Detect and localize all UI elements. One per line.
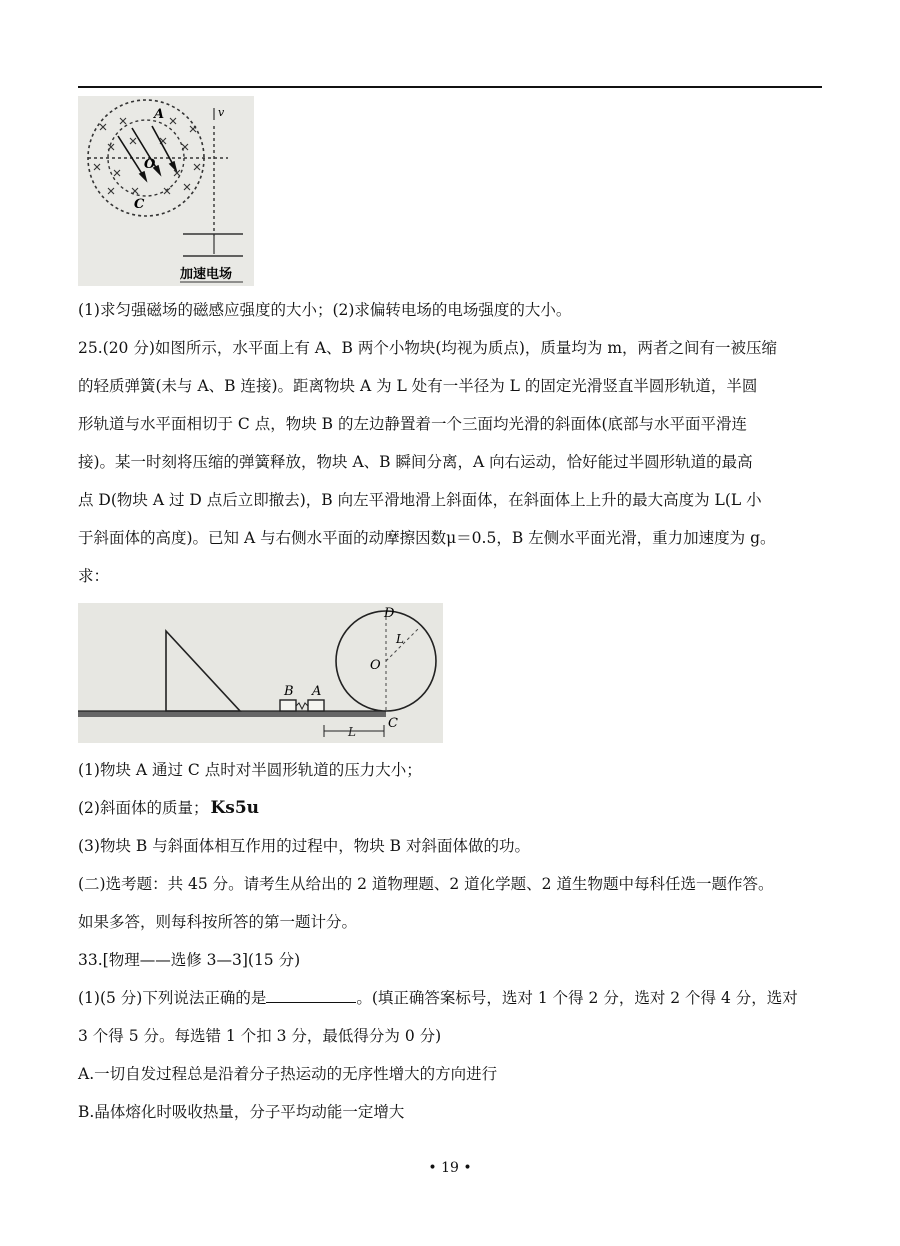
block-b <box>280 700 296 711</box>
figure-magnetic-field <box>78 96 254 286</box>
problem-25-line-1: 25.(20 分)如图所示，水平面上有 A、B 两个小物块(均视为质点)，质量均为 m，两者之间有一被压缩 <box>78 339 778 357</box>
problem-25-line-2: 的轻质弹簧(未与 A、B 连接)。距离物块 A 为 L 处有一半径为 L 的固定光滑竖直半圆形轨道，半圆 <box>78 377 758 395</box>
label-o: O <box>144 157 156 172</box>
question-33-title: 33.[物理——选修 3—3](15 分) <box>78 951 301 969</box>
label-a: A <box>312 684 322 699</box>
answer-blank <box>266 988 356 1003</box>
option-a: A.一切自发过程总是沿着分子热运动的无序性增大的方向进行 <box>78 1065 498 1083</box>
question-25-part-2 <box>78 798 838 818</box>
question-33-part-1 <box>78 988 838 1008</box>
problem-25-line-6: 于斜面体的高度)。已知 A 与右侧水平面的动摩擦因数μ＝0.5，B 左侧水平面光滑，重力加速度为 g。 <box>78 529 776 547</box>
label-b: B <box>284 684 294 699</box>
option-b: B.晶体熔化时吸收热量，分子平均动能一定增大 <box>78 1103 405 1121</box>
caption-accelerating-field: 加速电场 <box>180 267 233 282</box>
problem-25-line-7: 求： <box>78 567 110 585</box>
page-number: • 19 • <box>428 1160 472 1176</box>
label-radius-l: L <box>396 632 404 646</box>
label-c: C <box>134 197 145 212</box>
question-24-parts: (1)求匀强磁场的磁感应强度的大小；(2)求偏转电场的电场强度的大小。 <box>78 301 572 319</box>
semicircle-track <box>386 611 436 711</box>
elective-instruction-line-1: (二)选考题：共 45 分。请考生从给出的 2 道物理题、2 道化学题、2 道生物题中每科任选一题作答。 <box>78 875 774 893</box>
top-rule <box>78 86 822 88</box>
label-v: v <box>218 106 225 119</box>
magnetic-field-diagram <box>78 96 254 286</box>
question-25-part-3: (3)物块 B 与斜面体相互作用的过程中，物块 B 对斜面体做的功。 <box>78 837 530 855</box>
question-25-part-1: (1)物块 A 通过 C 点时对半圆形轨道的压力大小； <box>78 761 422 779</box>
problem-25-line-4: 接)。某一时刻将压缩的弹簧释放，物块 A、B 瞬间分离，A 向右运动，恰好能过半圆形轨道的最高 <box>78 453 753 471</box>
label-c: C <box>388 716 398 731</box>
label-distance-l: L <box>348 725 356 739</box>
label-d: D <box>384 606 395 621</box>
incline-block <box>166 631 240 711</box>
question-25-part-2-text: (2)斜面体的质量； <box>78 799 209 817</box>
label-o: O <box>370 658 381 673</box>
elective-instruction-line-2: 如果多答，则每科按所答的第一题计分。 <box>78 913 358 931</box>
track-diagram <box>78 603 443 743</box>
question-33-part-1-text-cont: 。(填正确答案标号，选对 1 个得 2 分，选对 2 个得 4 分，选对 <box>356 989 798 1007</box>
label-a: A <box>154 107 165 122</box>
block-a <box>308 700 324 711</box>
problem-25-line-3: 形轨道与水平面相切于 C 点，物块 B 的左边静置着一个三面均光滑的斜面体(底部与水平面平滑连 <box>78 415 748 433</box>
spring <box>296 703 308 709</box>
ks5u-watermark: Ks5u <box>210 798 260 818</box>
ground-surface <box>78 711 386 717</box>
problem-25-line-5: 点 D(物块 A 过 D 点后立即撤去)，B 向左平滑地滑上斜面体，在斜面体上上升的最大高度为 L(L 小 <box>78 491 762 509</box>
question-33-part-1-text: (1)(5 分)下列说法正确的是 <box>78 989 267 1007</box>
question-33-scoring: 3 个得 5 分。每选错 1 个扣 3 分，最低得分为 0 分) <box>78 1027 442 1045</box>
figure-track <box>78 603 443 743</box>
